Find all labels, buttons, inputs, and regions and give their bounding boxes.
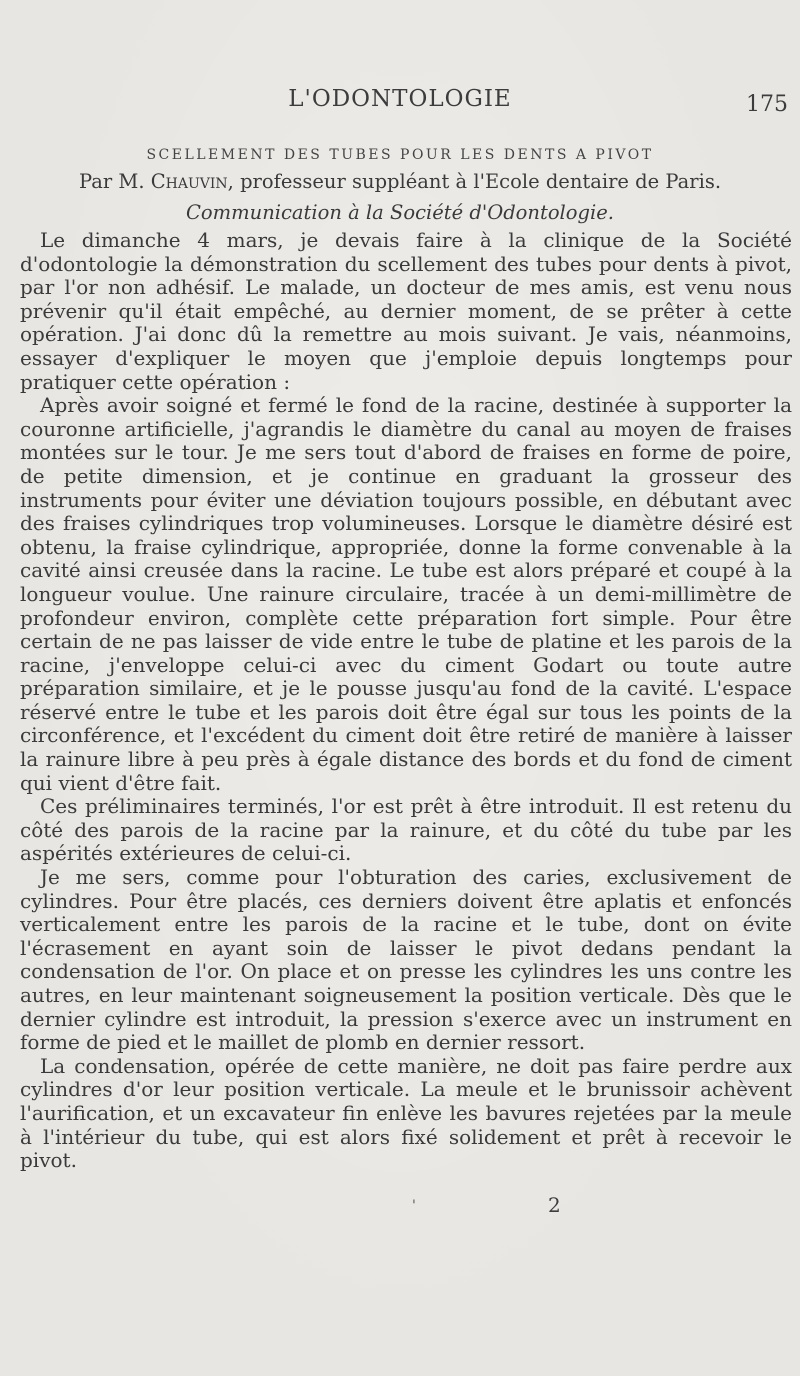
footer-mark: ' <box>412 1198 416 1214</box>
author-name: Chauvin <box>150 170 228 193</box>
running-title: L'ODONTOLOGIE <box>288 86 512 112</box>
byline <box>0 170 800 193</box>
paragraph: Je me sers, comme pour l'obturation des caries, exclusivement de cylindres. Pour être placés, ces derniers doivent être aplatis et enfoncés verticalement entre les parois de la racine et le tube, dont on évite l'écrasement en ayant soin de laisser le pivot dedans pendant la condensation de l'or. On place et on presse les cylindres les uns contre les autres, en leur maintenant soigneusement la position verticale. Dès que le dernier cylindre est introduit, la pression s'exerce avec un instrument en forme de pied et le maillet de plomb en dernier ressort. <box>20 865 792 1055</box>
article-body <box>20 229 792 1173</box>
article-title: SCELLEMENT DES TUBES POUR LES DENTS A PIVOT <box>146 147 654 163</box>
paragraph: Ces préliminaires terminés, l'or est prêt à être introduit. Il est retenu du côté des parois de la racine par la rainure, et du côté du tube par les aspérités extérieures de celui-ci. <box>20 794 792 866</box>
article-source: Communication à la Société d'Odontologie. <box>186 201 614 224</box>
paragraph: Après avoir soigné et fermé le fond de la racine, destinée à supporter la couronne artificielle, j'agrandis le diamètre du canal au moyen de fraises montées sur le tour. Je me sers tout d'abord de fraises en forme de poire, de petite dimension, et je continue en graduant la grosseur des instruments pour éviter une déviation toujours possible, en débutant avec des fraises cylindriques trop volumineuses. Lorsque le diamètre désiré est obtenu, la fraise cylindrique, appropriée, donne la forme convenable à la cavité ainsi creusée dans la racine. Le tube est alors préparé et coupé à la longueur voulue. Une rainure circulaire, tracée à un demi-millimètre de profondeur environ, complète cette préparation fort simple. Pour être certain de ne pas laisser de vide entre le tube de platine et les parois de la racine, j'enveloppe celui-ci avec du ciment Godart ou toute autre préparation similaire, et je le pousse jusqu'au fond de la cavité. L'espace réservé entre le tube et les parois doit être égal sur tous les points de la circonférence, et l'excédent du ciment doit être retiré de manière à laisser la rainure libre à peu près à égale distance des bords et du fond de ciment qui vient d'être fait. <box>20 393 792 795</box>
byline-prefix: Par M. <box>78 170 151 193</box>
paragraph: Le dimanche 4 mars, je devais faire à la clinique de la Société d'odontologie la démonstration du scellement des tubes pour dents à pivot, par l'or non adhésif. Le malade, un docteur de mes amis, est venu nous prévenir qu'il était empêché, au dernier moment, de se prêter à cette opération. J'ai donc dû la remettre au mois suivant. Je vais, néanmoins, essayer d'expliquer le moyen que j'emploie depuis longtemps pour pratiquer cette opération : <box>20 228 792 394</box>
gathering-signature: 2 <box>548 1193 561 1217</box>
page-number: 175 <box>746 92 788 117</box>
paragraph: La condensation, opérée de cette manière, ne doit pas faire perdre aux cylindres d'or leur position verticale. La meule et le brunissoir achèvent l'aurification, et un excavateur fin enlève les bavures rejetées par la meule à l'intérieur du tube, qui est alors fixé solidement et prêt à recevoir le pivot. <box>20 1053 792 1173</box>
byline-suffix: , professeur suppléant à l'Ecole dentaire de Paris. <box>227 170 722 193</box>
